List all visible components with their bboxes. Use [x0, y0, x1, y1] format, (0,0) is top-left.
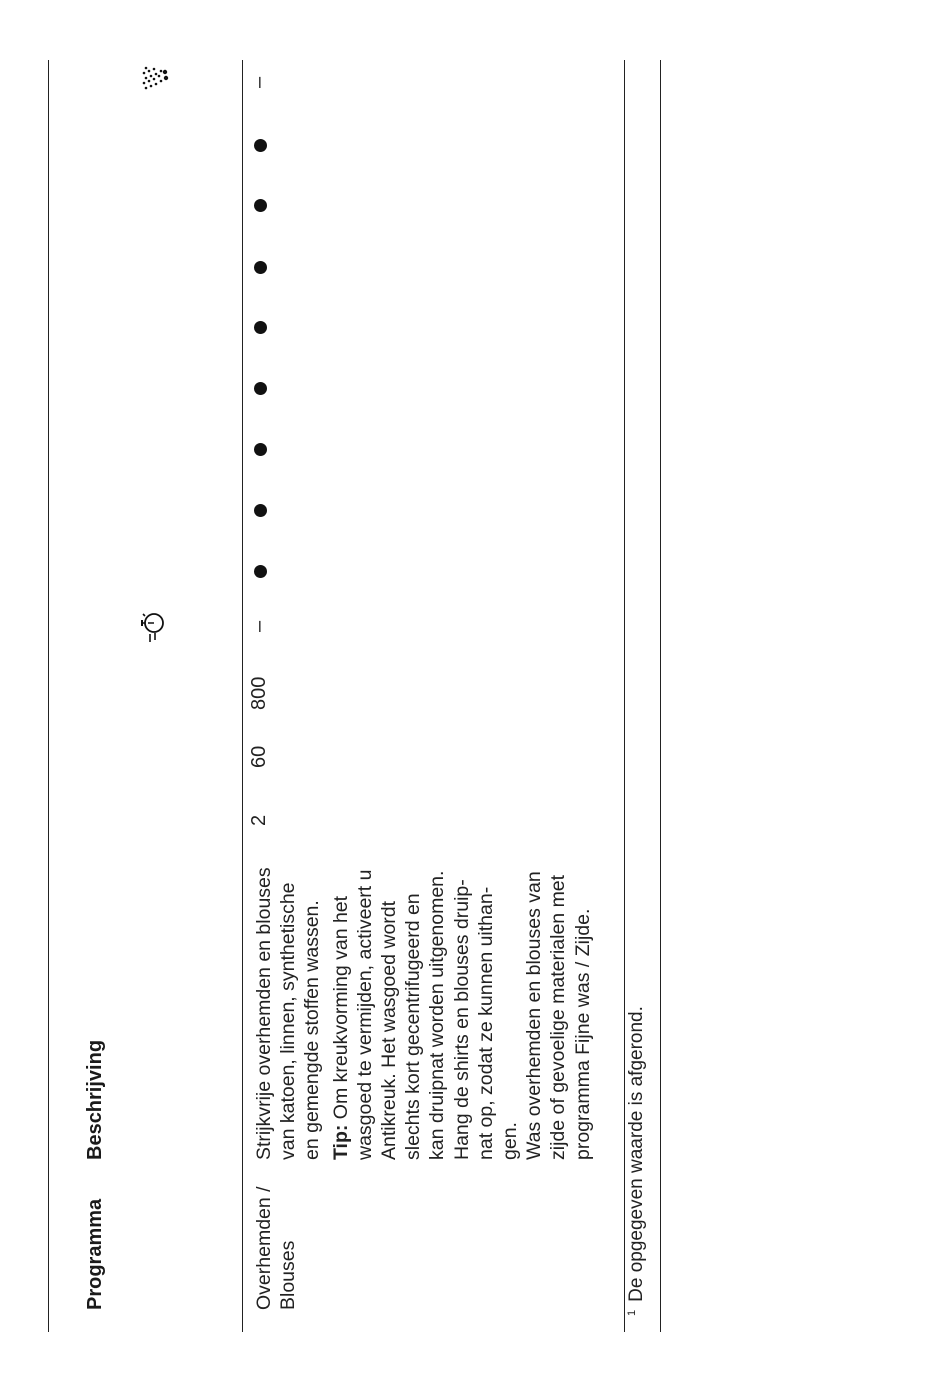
- steam-spray-icon: [140, 64, 175, 94]
- program-name-line: Overhemden /: [253, 1186, 275, 1310]
- description-line: Strijkvrije overhemden en blouses: [253, 867, 275, 1160]
- tip-first-line: Om kreukvorming van het: [329, 895, 352, 1125]
- page-bottom-rule: [660, 60, 661, 1332]
- temperature-value: 60: [248, 745, 270, 768]
- spin-value: 800: [248, 676, 270, 710]
- description-line: kan druipnat worden uitgenomen.: [426, 870, 449, 1160]
- footnote-text: De opgegeven waarde is afgerond.: [626, 1006, 647, 1302]
- description-line: gen.: [499, 1122, 522, 1160]
- description-line: en gemengde stoffen wassen.: [301, 900, 324, 1160]
- description-line: zijde of gevoelige materialen met: [547, 874, 570, 1160]
- description-line: Was overhemden en blouses van: [523, 871, 546, 1160]
- description-line: programma Fijne was / Zijde.: [571, 908, 594, 1160]
- program-name: [252, 1186, 300, 1310]
- description-line: van katoen, linnen, synthetische: [277, 882, 300, 1160]
- option-dot: [254, 199, 267, 212]
- speed-option-value: –: [248, 620, 270, 632]
- program-name-line: Blouses: [277, 1240, 300, 1310]
- description-line: Antikreuk. Het wasgoed wordt: [378, 900, 401, 1160]
- description-line: wasgoed te vermijden, activeert u: [353, 869, 376, 1160]
- option-dot: [254, 443, 267, 456]
- steam-option-value: –: [248, 76, 270, 88]
- table-top-rule: [48, 60, 49, 1332]
- tip-line: [329, 867, 353, 1160]
- option-dot: [254, 565, 267, 578]
- description-line: Hang de shirts en blouses druip-: [450, 879, 473, 1160]
- description-line: slechts kort gecentrifugeerd en: [402, 893, 425, 1160]
- option-dot: [254, 261, 267, 274]
- load-value: 2: [248, 814, 270, 826]
- header-rule: [242, 60, 243, 1332]
- option-dot: [254, 382, 267, 395]
- footnote-marker: 1: [626, 1309, 638, 1316]
- speed-timer-icon: [138, 610, 173, 644]
- header-programma: Programma: [84, 1198, 106, 1310]
- footnote-rule: [624, 60, 625, 1332]
- description-line: nat op, zodat ze kunnen uithan-: [474, 886, 497, 1160]
- header-beschrijving: Beschrijving: [84, 1039, 106, 1160]
- footnote: [626, 1006, 648, 1316]
- tip-label: Tip:: [329, 1124, 352, 1160]
- option-dot: [254, 139, 267, 152]
- program-description: [252, 867, 595, 1160]
- option-dot: [254, 321, 267, 334]
- option-dot: [254, 504, 267, 517]
